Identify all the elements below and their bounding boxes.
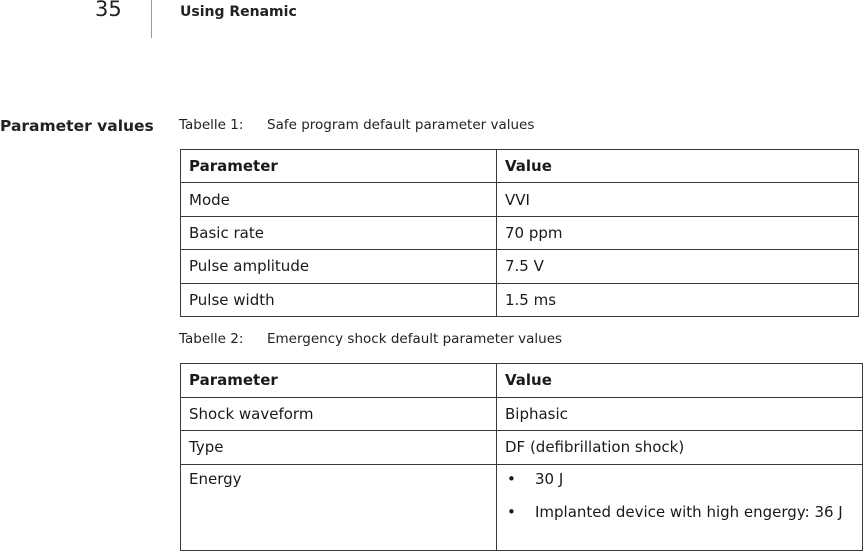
value-cell [497, 464, 863, 550]
table2-caption [179, 331, 562, 347]
column-header-value: Value [497, 364, 863, 398]
parameter-cell: Pulse amplitude [181, 250, 497, 283]
value-cell: VVI [497, 183, 859, 216]
table-header-row [181, 150, 859, 183]
table-row [181, 250, 859, 283]
energy-value-text: 30 J [535, 469, 564, 488]
parameter-cell: Pulse width [181, 283, 497, 316]
table-row [181, 283, 859, 316]
table-row [181, 397, 863, 431]
table1-caption [179, 117, 534, 133]
table-row [181, 431, 863, 465]
list-item [505, 470, 854, 488]
parameter-cell: Mode [181, 183, 497, 216]
parameter-cell: Basic rate [181, 216, 497, 249]
value-cell: DF (defibrillation shock) [497, 431, 863, 465]
table1-caption-label: Tabelle 1: [179, 117, 244, 133]
energy-value-text: Implanted device with high engergy: 36 J [535, 502, 843, 521]
table1-caption-text: Safe program default parameter values [267, 117, 535, 133]
value-cell: 7.5 V [497, 250, 859, 283]
value-cell: 1.5 ms [497, 283, 859, 316]
section-heading: Parameter values [0, 117, 154, 135]
energy-value-list [505, 470, 854, 521]
column-header-parameter: Parameter [181, 364, 497, 398]
table2-caption-text: Emergency shock default parameter values [267, 331, 563, 347]
parameter-cell: Type [181, 431, 497, 465]
column-header-parameter: Parameter [181, 150, 497, 183]
parameter-cell: Shock waveform [181, 397, 497, 431]
list-item [505, 503, 854, 521]
column-header-value: Value [497, 150, 859, 183]
table-header-row [181, 364, 863, 398]
page-number: 35 [95, 0, 122, 21]
chapter-title: Using Renamic [180, 4, 297, 20]
table-row [181, 464, 863, 550]
bullet-icon: • [507, 502, 516, 521]
value-cell: 70 ppm [497, 216, 859, 249]
safe-program-table [180, 149, 859, 317]
table2-caption-label: Tabelle 2: [179, 331, 244, 347]
value-cell: Biphasic [497, 397, 863, 431]
parameter-cell: Energy [181, 464, 497, 550]
emergency-shock-table [180, 363, 863, 551]
table-row [181, 216, 859, 249]
bullet-icon: • [507, 469, 516, 488]
header-divider [151, 0, 152, 38]
table-row [181, 183, 859, 216]
